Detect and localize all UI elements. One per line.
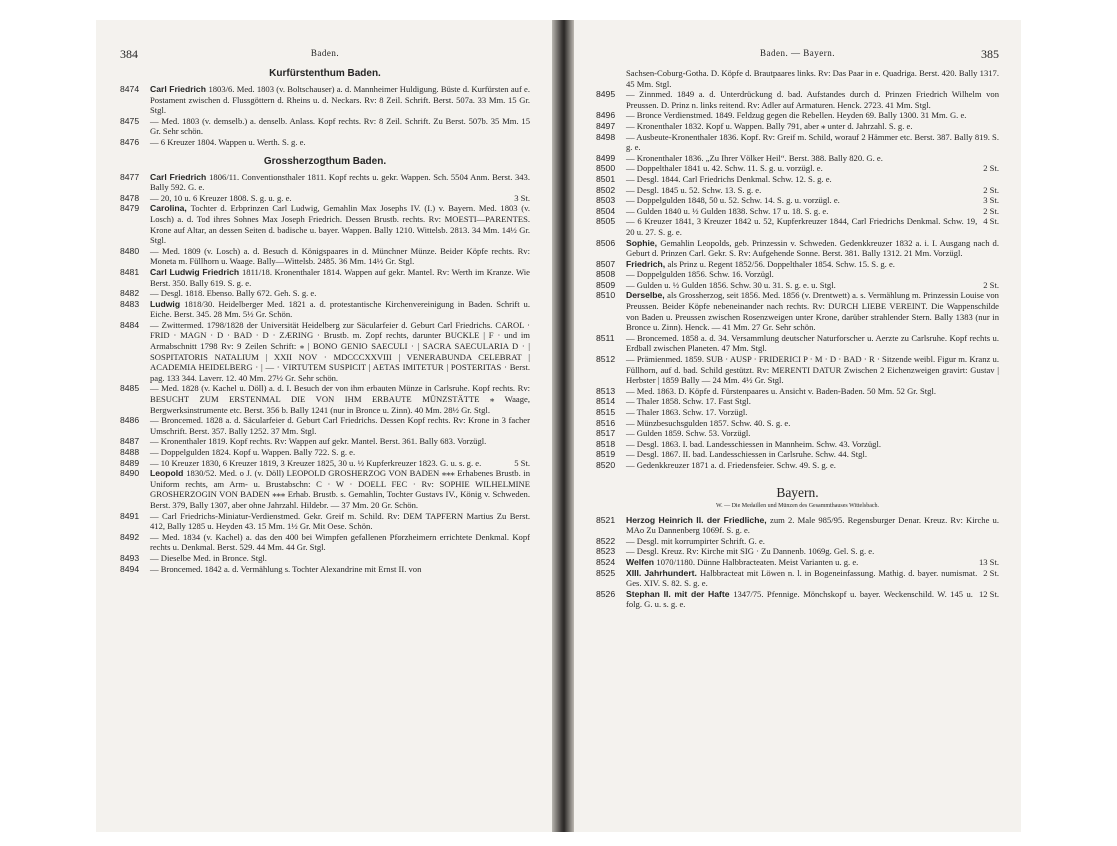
entry-text: 1803/6. Med. 1803 (v. Boltschauser) a. d. Mannheimer Huldigung. Büste d. Kurfürsten auf e. Postament zwischen d. Flussgöttern d. Rheins u. d. Neckars. Rv: 8 Zeil. Schrift. Berst. 507a. 33 Mm. 15 Gr. Stgl. [150,84,531,116]
ruler-name: Carl Friedrich [150,171,210,182]
catalog-entry [596,557,999,568]
lot-number: 8479 [120,203,140,214]
catalog-entry [596,280,999,291]
entry-text: — Med. 1803 (v. demselb.) a. denselb. Anlass. Kopf rechts. Rv: 8 Zeil. Schrift. Zu Berst. 507b. 35 Mm. 15 Gr. Sehr schön. [150,115,530,137]
ruler-name: XIII. Jahrhundert. [626,567,701,578]
catalog-entry [120,468,530,510]
entry-text: — Doppelgulden 1856. Schw. 16. Vorzügl. [626,269,774,280]
entry-text: — 10 Kreuzer 1830, 6 Kreuzer 1819, 3 Kreuzer 1825, 30 u. ½ Kupferkreuzer 1823. G. u. s. g. e. [150,457,482,468]
catalog-entry [120,137,530,148]
catalog-entry [596,460,999,471]
lot-number: 8495 [596,89,616,100]
entry-text: — Zinnmed. 1849 a. d. Unterdrückung d. bad. Aufstandes durch d. Prinzen Friedrich Wilhelm von Preussen. D. Prinz n. links reitend. Rv: Adler auf Armaturen. Henck. 2723. 41 Mm. Stgl. [626,89,999,110]
lot-number: 8519 [596,449,616,460]
right-page [574,20,1021,832]
entry-text: als Grossherzog, seit 1856. Med. 1856 (v. Drentwett) a. s. Vermählung m. Prinzessin Louise von Preussen. Beider Köpfe nebeneinander nach rechts. Rv: DURCH LIEBE VEREINT. Die Wappenschilde von Baden u. Preussen zwischen Rosenzweigen unter Krone, darüber strahlender Stern. Bally 1383 (nur in Bronce u. Zinn). Henck. — 41 Mm. 27 Gr. Sehr schön. [626,290,999,333]
ruler-name: Carl Ludwig Friedrich [150,266,242,277]
lot-number: 8474 [120,84,140,94]
entry-text: — Desgl. 1845 u. 52. Schw. 13. S. g. e. [626,184,762,195]
catalog-entry [596,89,999,110]
ruler-name: Carl Friedrich [150,84,209,94]
catalog-entry [120,458,530,469]
lot-number: 8494 [120,563,140,574]
entry-text: Halbbracteat mit Löwen n. l. in Bogeneinfassung. Mathig. d. bayer. numismat. Ges. XIV. S. 82. S. g. e. [626,567,978,589]
entry-text: — Desgl. 1844. Carl Friedrichs Denkmal. Schw. 12. S. g. e. [626,173,832,184]
catalog-entry [120,447,530,458]
entry-text: — Münzbesuchsgulden 1857. Schw. 40. S. g. e. [626,417,791,428]
entry-text: — Bronce Verdienstmed. 1849. Feldzug gegen die Rebellen. Heyden 69. Bally 1300. 31 Mm. G. e. [626,110,967,121]
lot-number: 8491 [120,510,140,521]
section-title: Grossherzogthum Baden. [263,155,387,167]
catalog-entry [596,259,999,270]
continuation-text: Sachsen-Coburg-Gotha. D. Köpfe d. Brautpaares links. Rv: Das Paar in e. Quadriga. Berst. 420. Bally 1317. 45 Mm. Stgl. [626,68,999,89]
lot-number: 8522 [596,535,616,546]
catalog-entry [120,564,530,575]
catalog-entry [596,418,999,429]
catalog-entry [596,238,999,259]
ruler-name: Ludwig [150,298,185,309]
lot-number: 8517 [596,428,616,439]
lot-number: 8490 [120,468,140,479]
piece-count: 2 St. [983,205,999,216]
entry-text: 1347/75. Pfennige. Mönchskopf u. bayer. Weckenschild. W. 145 u. folg. G. u. s. g. e. [626,588,973,610]
entry-text: — Prämienmed. 1859. SUB · AUSP · FRIDERICI P · M · D · BAD · R · Sitzende weibl. Figur m. Kranz u. Füllhorn, auf d. bad. Schild gestützt. Rv: MERENTI DATUR Zwischen 2 Eichenzweigen gravirt: Gustav | Herbster | 1859 Bally — 24 Mm. 4½ Gr. Stgl. [626,354,999,386]
lot-number: 8485 [120,383,140,394]
catalog-entry [596,269,999,280]
entry-text: — Desgl. 1867. II. bad. Landesschiessen in Carlsruhe. Schw. 44. Stgl. [626,449,867,460]
entry-text: als Prinz u. Regent 1852/56. Doppelthaler 1854. Schw. 15. S. g. e. [667,258,895,269]
entry-text: — Broncemed. 1858 a. d. 34. Versammlung deutscher Naturforscher u. Aerzte zu Carlsruhe. Kopf rechts u. Erdball zwischen Planeten. 47 Mm. Stgl. [626,332,999,354]
ruler-name: Sophie, [626,237,661,248]
lot-number: 8483 [120,298,140,309]
entry-text: — Doppelgulden 1824. Kopf u. Wappen. Bally 722. S. g. e. [150,447,356,457]
piece-count: 2 St. [983,184,999,195]
lot-number: 8484 [120,319,140,330]
right-section-entries [596,515,999,610]
piece-count: 2 St. [983,163,999,174]
entry-text: — Broncemed. 1828 a. d. Säcularfeier d. Geburt Carl Friedrichs. Dessen Kopf rechts. Rv: Krone in 3 facher Umschrift. Berst. 357. Bally 1252. 37 Mm. Stgl. [150,415,530,436]
entry-text: — Med. 1809 (v. Losch) a. d. Besuch d. Königspaares in d. Münchner Münze. Beider Köpfe rechts. Rv: Moneta m. Füllhorn u. Waage. Bally—Wittelsb. 2485. 36 Mm. 14½ Gr. Stgl. [150,245,530,267]
entry-text: — Desgl. 1863. I. bad. Landesschiessen in Mannheim. Schw. 43. Vorzügl. [626,438,881,449]
entry-text: — 20, 10 u. 6 Kreuzer 1808. S. g. u. g. e. [150,192,292,203]
catalog-entry [120,203,530,245]
catalog-entry [120,193,530,204]
lot-number: 8478 [120,192,140,203]
entry-text: — Kronenthaler 1832. Kopf u. Wappen. Bally 791, aber ⁎ unter d. Jahrzahl. S. g. e. [626,120,913,131]
ruler-name: Stephan II. mit der Hafte [626,588,734,599]
entry-text: 1818/30. Heidelberger Med. 1821 a. d. protestantische Kirchenvereinigung in Baden. Schrift u. Eiche. Berst. 345. 28 Mm. 5½ Gr. Schön. [150,298,530,320]
catalog-entry [120,532,530,553]
lot-number: 8504 [596,205,616,216]
catalog-entry [120,299,530,320]
lot-number: 8518 [596,438,616,449]
lot-number: 8502 [596,184,616,195]
entry-text: zum 2. Male 985/95. Regensburger Denar. Kreuz. Rv: Kirche u. MAo Zu Dannenberg 1069f. S. g. e. [626,514,999,536]
entry-text: 1830/52. Med. o J. (v. Döll) LEOPOLD GROSHERZOG VON BADEN ⁎⁎⁎ Erhabenes Brustb. in Uniform rechts, am Arm- u. Brustabschn: C · W · DOELL FEC · Rv: SOPHIE WILHELMINE GROSHERZOGIN VON BADEN ⁎⁎⁎ Erhab. Brustb. s. Gemahlin, Tochter Gustavs IV., König v. Schweden. Berst. 379, Bally 1307, aber ohne Jahrzahl. Hildebr. — 37 Mm. 20 Gr. Schön. [150,468,530,510]
catalog-entry [596,132,999,153]
lot-number: 8524 [596,556,616,567]
catalog-entry [120,415,530,436]
catalog-entry [596,546,999,557]
catalog-entry [120,320,530,384]
lot-number: 8525 [596,567,616,578]
catalog-entry [596,216,999,237]
lot-number: 8505 [596,216,616,227]
entry-text: 1811/18. Kronenthaler 1814. Wappen auf gekr. Mantel. Rv: Werth im Kranze. Wie Berst. 350. Bally 619. S. g. e. [150,266,530,288]
entry-text: Tochter d. Erbprinzen Carl Ludwig, Gemahlin Max Josephs IV. (I.) v. Bayern. Med. 1803 (v. Losch) a. d. Tod ihres Sohnes Max Joseph Friedrich. Dessen Brustb. rechts. Rv: MOESTI—PARENTES. Krone auf Altar, an dessen Seiten d. badische u. bayer. Wappen. Bally 1210. Wittelsb. 2813. 34 Mm. 14½ Gr. Stgl. [150,203,530,246]
entry-text: — Desgl. Kreuz. Rv: Kirche mit SIG · Zu Dannenb. 1069g. Gel. S. g. e. [626,546,875,557]
entry-text: 1070/1180. Dünne Halbbracteaten. Meist Varianten u. g. e. [656,556,859,567]
entry-text: — Med. 1834 (v. Kachel) a. das den 400 bei Wimpfen gefallenen Pforzheimern errichtete Denkmal. Kopf rechts u. Denkmal. Berst. 529. 44 Mm. 44 Gr. Stgl. [150,531,530,553]
catalog-entry [596,110,999,121]
entry-text: — Desgl. mit korrumpirter Schrift. G. e. [626,535,765,546]
running-head: Baden. — Bayern. [760,48,835,58]
page-number: 384 [120,47,138,61]
entry-text: — Med. 1863. D. Köpfe d. Fürstenpaares u. Ansicht v. Baden-Baden. 50 Mm. 52 Gr. Stgl. [626,385,936,396]
lot-number: 8482 [120,288,140,299]
entry-text: — Doppelgulden 1848, 50 u. 52. Schw. 14. S. g. u. vorzügl. e. [626,195,840,206]
catalog-entry [596,536,999,547]
catalog-entry [596,407,999,418]
lot-number: 8507 [596,258,616,269]
catalog-entry [596,290,999,332]
lot-number: 8493 [120,552,140,563]
lot-number: 8498 [596,131,616,142]
lot-number: 8497 [596,120,616,131]
lot-number: 8514 [596,396,616,407]
entry-text: — Gedenkkreuzer 1871 a. d. Friedensfeier. Schw. 49. S. g. e. [626,459,836,470]
entry-text: — 6 Kreuzer 1841, 3 Kreuzer 1842 u. 52, Kupferkreuzer 1844, Carl Friedrichs Denkmal. Schw. 19, 20 u. 27. S. g. e. [626,216,978,237]
entry-text: — Gulden 1859. Schw. 53. Vorzügl. [626,428,751,439]
entry-text: — Broncemed. 1842 a. d. Vermählung s. Tochter Alexandrine mit Ernst II. von [150,563,422,574]
lot-number: 8509 [596,279,616,290]
section-title: Bayern. [776,484,819,500]
piece-count: 2 St. [983,279,999,290]
lot-number: 8475 [120,115,140,126]
piece-count: 3 St. [514,192,530,203]
ruler-name: Welfen [626,556,657,567]
catalog-entry [120,553,530,564]
lot-number: 8480 [120,245,140,256]
page-number: 385 [981,47,999,61]
lot-number: 8492 [120,531,140,542]
entry-text: — Doppelthaler 1841 u. 42. Schw. 11. S. g. u. vorzügl. e. [626,163,823,174]
lot-number: 8520 [596,459,616,470]
book-gutter [552,20,574,832]
catalog-entry [120,511,530,532]
catalog-entry [120,288,530,299]
catalog-entry [596,449,999,460]
piece-count: 4 St. [983,216,999,227]
lot-number: 8510 [596,290,616,301]
lot-number: 8515 [596,407,616,417]
catalog-entry [596,163,999,174]
section-title: Kurfürstenthum Baden. [269,68,381,79]
right-entries [596,89,999,470]
catalog-entry [596,174,999,185]
entry-text: — Gulden 1840 u. ½ Gulden 1838. Schw. 17 u. 18. S. g. e. [626,205,829,216]
lot-number: 8487 [120,436,140,447]
lot-number: 8496 [596,110,616,121]
entry-text: 1806/11. Conventionsthaler 1811. Kopf rechts u. gekr. Wappen. Sch. 5504 Anm. Berst. 343. Bally 592. G. e. [150,171,530,193]
lot-number: 8526 [596,588,616,599]
lot-number: 8521 [596,514,616,525]
catalog-entry [596,515,999,536]
entry-text: Gemahlin Leopolds, geb. Prinzessin v. Schweden. Gedenkkreuzer 1832 a. i. I. Ausgang nach d. Geburt d. Prinzen Carl. Gekr. S. Rv: Aufgehende Sonne. Berst. 381. Bally 1312. 21 Mm. Vorzügl. [626,237,999,259]
lot-number: 8523 [596,546,616,557]
lot-number: 8501 [596,173,616,184]
catalog-entry [596,589,999,610]
catalog-entry [120,436,530,447]
piece-count: 12 St. [978,588,999,599]
catalog-entry [596,568,999,589]
entry-text: — Carl Friedrichs-Miniatur-Verdienstmed. Gekr. Greif m. Schild. Rv: DEM TAPFERN Martius Zu Berst. 412, Bally 1285 u. Heyden 43. 15 Mm. 1½ Gr. Mit Oese. Schön. [150,510,530,532]
piece-count: 2 St. [983,567,999,578]
left-page-body [120,68,530,574]
lot-number: 8477 [120,171,140,182]
lot-number: 8481 [120,266,140,277]
lot-number: 8506 [596,237,616,248]
lot-number: 8512 [596,354,616,365]
entry-text: — Thaler 1858. Schw. 17. Fast Stgl. [626,396,751,407]
catalog-entry [596,195,999,206]
catalog-entry [596,354,999,386]
lot-number: 8513 [596,385,616,396]
catalog-entry [120,84,530,116]
entry-text: — Kronenthaler 1836. „Zu Ihrer Völker Heil“. Berst. 388. Bally 820. G. e. [626,152,883,163]
catalog-entry [596,428,999,439]
catalog-entry [596,439,999,450]
ruler-name: Friedrich, [626,258,668,269]
running-head: Baden. [310,48,340,58]
catalog-entry [596,153,999,164]
entry-text: — 6 Kreuzer 1804. Wappen u. Werth. S. g. e. [150,136,306,147]
catalog-entry [596,396,999,407]
piece-count: 13 St. [978,556,999,567]
catalog-entry [596,185,999,196]
piece-count: 5 St. [514,457,530,468]
catalog-entry [596,121,999,132]
lot-number: 8489 [120,457,140,468]
lot-number: 8499 [596,152,616,163]
lot-number: 8508 [596,269,616,280]
lot-number: 8511 [596,332,615,343]
entry-text: — Med. 1828 (v. Kachel u. Döll) a. d. I. Besuch der von ihm erbauten Münze in Carlsruhe. Kopf rechts. Rv: BESUCHT ZUM ERSTENMAL DIE VON IHM ERBAUTE MÜNZSTÄTTE ⁎ Waage, Bergwerksinstrumente etc. Berst. 356 b. Bally 1241 (nur in Bronce u. Zinn). 40 Mm. 28½ Gr. Stgl. [150,383,530,415]
catalog-entry [120,383,530,415]
lot-number: 8486 [120,415,140,426]
ruler-name: Derselbe, [626,290,668,301]
ruler-name: Leopold [150,468,187,479]
entry-text: — Kronenthaler 1819. Kopf rechts. Rv: Wappen auf gekr. Mantel. Berst. 361. Bally 683. Vorzügl. [150,436,487,447]
catalog-entry [120,172,530,193]
entry-text: — Thaler 1863. Schw. 17. Vorzügl. [626,407,748,417]
catalog-entry [120,246,530,267]
lot-number: 8516 [596,417,616,428]
ruler-name: Herzog Heinrich II. der Friedliche, [626,514,771,525]
catalog-entry [120,267,530,288]
section-note: W. — Die Medaillen und Münzen des Gesammthauses Wittelsbach. [715,502,880,509]
piece-count: 3 St. [983,195,999,206]
entry-text: — Gulden u. ½ Gulden 1856. Schw. 30 u. 31. S. g. e. u. Stgl. [626,279,836,290]
lot-number: 8488 [120,447,140,457]
catalog-entry [596,206,999,217]
catalog-entry [120,116,530,137]
ruler-name: Carolina, [150,203,191,214]
lot-number: 8500 [596,163,616,174]
left-page [96,20,552,832]
lot-number: 8476 [120,136,140,147]
catalog-entry [596,333,999,354]
lot-number: 8503 [596,195,616,206]
entry-text: — Dieselbe Med. in Bronce. Stgl. [150,552,267,563]
catalog-entry [596,386,999,397]
entry-text: — Ausbeute-Kronenthaler 1836. Kopf. Rv: Greif m. Schild, worauf 2 Hämmer etc. Berst. 387. Bally 819. S. g. e. [626,131,999,153]
entry-text: — Desgl. 1818. Ebenso. Bally 672. Geh. S. g. e. [150,288,317,299]
entry-text: — Zwittermed. 1798/1828 der Universität Heidelberg zur Säcularfeier d. Geburt Carl Friedrichs. CAROL · FRID · MAGN · D · BAD · D · ZÆRING · Brustb. m. Zopf rechts, darunter BUCKLE | F · und im Armabschnitt 1798 Rv: 9 Zeilen Schrift: ⁎ | BONO GENIO SAECULI · | SACRA SAECULARIA D · | SOSPITATORIS NATALIUM | XXII NOV · MDCCCXXVIII | VENERABUNDA CELEBRAT | ACADEMIA HEIDELBERG · | — · VIRTUTEM SUSPICIT | AETAS IMITETUR | POSTERITAS · Berst. pag. 133 344. Laverr. 12. 40 Mm. 27½ Gr. Sehr schön. [150,319,530,383]
